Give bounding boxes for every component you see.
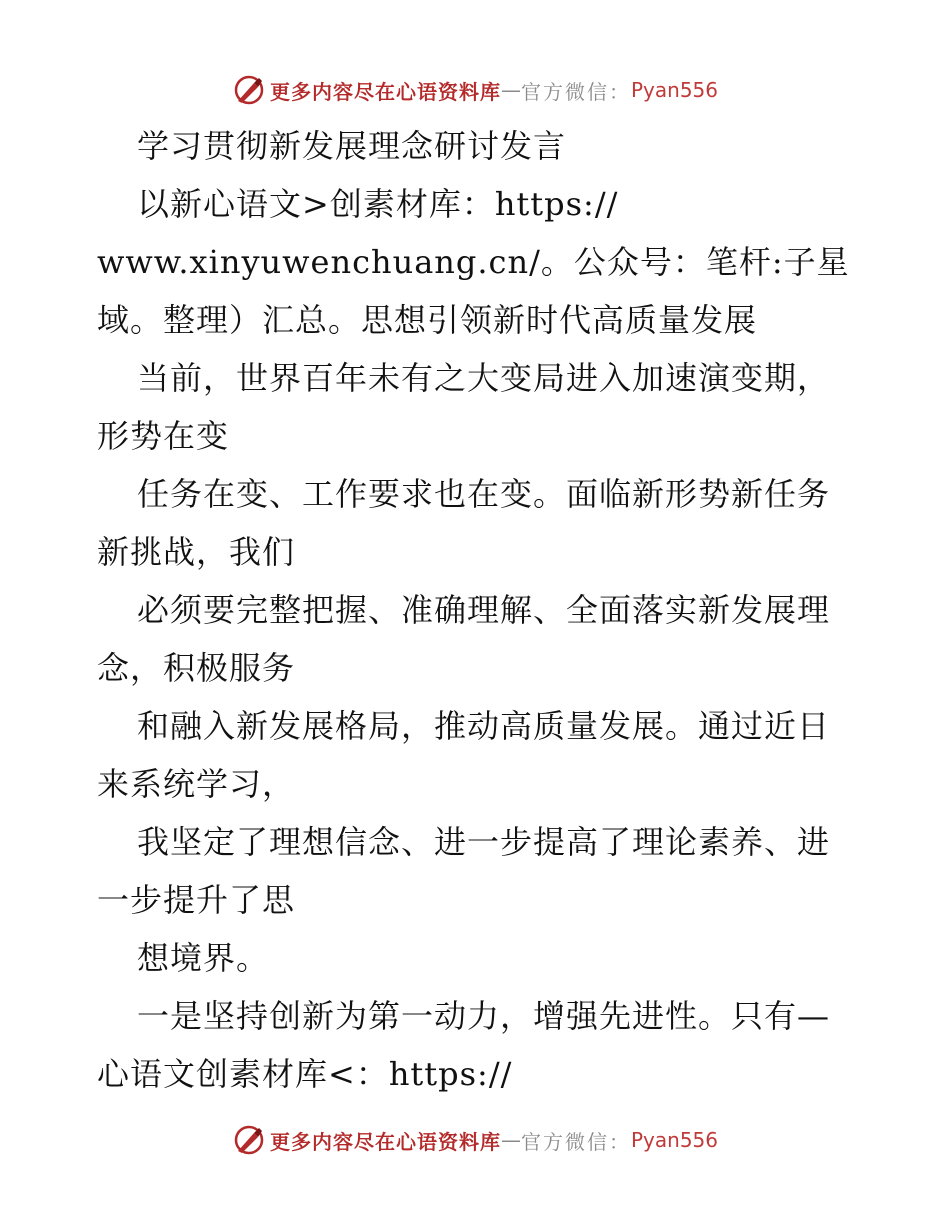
text-line: www.xinyuwenchuang.cn/。公众号：笔杆:子星: [97, 243, 850, 281]
header-wechat-label: 官方微信：: [520, 79, 631, 104]
text-line: 心语文创素材库<：https://: [97, 1055, 513, 1093]
footer-wechat-id: Pyan556: [630, 1128, 718, 1152]
document-title: 学习贯彻新发展理念研讨发言: [137, 127, 567, 165]
text-line: 任务在变、工作要求也在变。面临新形势新任务: [137, 475, 831, 513]
text-line: 一是坚持创新为第一动力，增强先进性。只有—: [137, 997, 831, 1035]
pen-logo-icon: [232, 1123, 266, 1157]
text-line: 形势在变: [97, 417, 230, 455]
text-line: 来系统学习，: [97, 765, 296, 803]
header-dash: —: [500, 78, 521, 102]
footer-banner: [0, 1120, 950, 1160]
footer-promo-text: 更多内容尽在心语资料库: [269, 1129, 501, 1154]
text-line: 想境界。: [137, 939, 270, 977]
text-line: 以新心语文>创素材库：https://: [137, 185, 619, 223]
text-line: 念，积极服务: [97, 649, 296, 687]
header-banner: [0, 70, 950, 110]
footer-dash: —: [500, 1128, 521, 1152]
text-line: 一步提升了思: [97, 881, 296, 919]
pen-logo-icon: [232, 73, 266, 107]
text-line: 必须要完整把握、准确理解、全面落实新发展理: [137, 591, 831, 629]
text-line: 和融入新发展格局，推动高质量发展。通过近日: [137, 707, 831, 745]
document-body: [97, 117, 857, 1103]
text-line: 新挑战，我们: [97, 533, 296, 571]
footer-wechat-label: 官方微信：: [520, 1129, 631, 1154]
header-wechat-id: Pyan556: [630, 78, 718, 102]
text-line: 我坚定了理想信念、进一步提高了理论素养、进: [137, 823, 831, 861]
header-promo-text: 更多内容尽在心语资料库: [269, 79, 501, 104]
text-line: 域。整理）汇总。思想引领新时代高质量发展: [97, 301, 758, 339]
text-line: 当前，世界百年未有之大变局进入加速演变期，: [137, 359, 831, 397]
